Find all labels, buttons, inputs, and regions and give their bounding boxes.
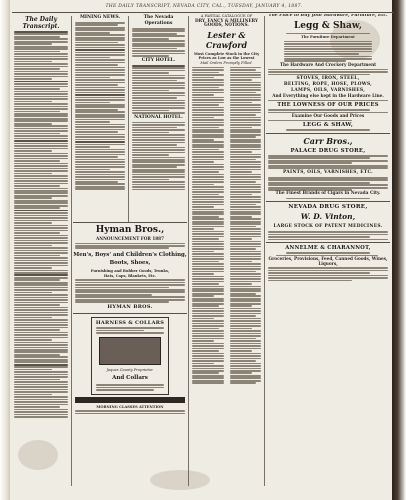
vinton-title: W. D. Vinton, xyxy=(300,212,356,222)
collars-line: And Collars xyxy=(112,375,148,382)
column-5 xyxy=(266,14,390,490)
paper-stain xyxy=(18,440,58,470)
prices-line: Prices as Low as the Lowest xyxy=(198,56,255,60)
harness-title: HARNESS & COLLARS xyxy=(95,320,165,327)
column-divider xyxy=(188,16,189,486)
mens-clothing-line: Men's, Boys' and Children's Clothing, Boots, Shoes, xyxy=(73,252,187,267)
paints-line: LAMPS, OILS, VARNISHES, xyxy=(290,88,366,94)
horse-engraving xyxy=(99,337,161,365)
examine-line: Examine Our Goods and Prices xyxy=(291,113,365,119)
article-text xyxy=(14,31,68,418)
harness-ad xyxy=(91,317,169,395)
hardware-crockery-line: The Hardware And Crockery Department xyxy=(279,62,377,68)
carr-bros-title: Carr Bros., xyxy=(303,135,353,146)
morning-classes-line: MORNING CLASSES ATTENTION xyxy=(96,404,164,409)
hyman-bros-ad xyxy=(73,222,187,492)
hardware-tagline: The Place to Buy your Hardware, Furniture, Etc. xyxy=(268,14,388,18)
legg-shaw-signature: LEGG & SHAW, xyxy=(302,122,354,129)
patent-medicines-line: LARGE STOCK OF PATENT MEDICINES. xyxy=(273,224,383,230)
stoves-line: STOVES, IRON, STEEL, xyxy=(296,76,360,82)
running-header: THE DAILY TRANSCRIPT, NEVADA CITY, CAL., TUESDAY, JANUARY 4, 1887. xyxy=(105,4,303,9)
national-hotel-heading: NATIONAL HOTEL. xyxy=(134,114,183,120)
furnishing-line: Furnishing and Rubber Goods, Trunks, xyxy=(90,269,170,274)
lester-crawford-title: Lester & Crawford xyxy=(205,29,248,50)
paper-stain xyxy=(150,470,210,490)
article-text xyxy=(75,22,125,190)
column-divider xyxy=(264,16,265,486)
column-4 xyxy=(190,14,263,490)
paper-stain xyxy=(330,20,380,60)
column-3-heading: The Nevada Operations xyxy=(143,15,174,26)
mining-news-heading: MINING NEWS. xyxy=(79,15,121,20)
everything-line: And Everything else kept in the Hardware Line. xyxy=(272,93,384,99)
ropes-line: BELTING, ROPE, HOSE, PLOWS, xyxy=(283,82,373,88)
hyman-bros-signature: HYMAN BROS. xyxy=(107,304,153,311)
page-left-edge xyxy=(0,0,10,500)
nevada-drug-store-line: NEVADA DRUG STORE, xyxy=(288,204,368,211)
proprietor-line: Jaques Caunty Proprietor. xyxy=(106,367,154,372)
city-hotel-heading: CITY HOTEL. xyxy=(141,57,176,63)
hats-line: Hats, Caps, Blankets, Etc. xyxy=(103,273,157,278)
furniture-department-line: The Furniture Department xyxy=(301,35,355,40)
palace-drug-store-line: PALACE DRUG STORE, xyxy=(290,147,366,154)
lowness-line: THE LOWNESS OF OUR PRICES xyxy=(277,102,379,109)
announcement-line: ANNOUNCEMENT FOR 1887 xyxy=(96,236,164,241)
catalogue-lists xyxy=(190,65,263,386)
annelme-charannot-title: ANNELME & CHARANNOT, xyxy=(285,245,371,252)
header-rule xyxy=(12,12,394,13)
finest-cigars-line: The Finest Brands of Cigars in Nevada City. xyxy=(275,191,381,197)
groceries-line: Groceries, Provisions, Feed, Canned Goods, Wines, Liquors, xyxy=(268,256,388,266)
catalogue-line: A PARTIAL CATALOGUE OF xyxy=(200,14,253,18)
column-divider xyxy=(71,16,72,486)
hyman-bros-title: Hyman Bros., xyxy=(95,225,165,235)
catalogue-title: DRY, FANCY & MILLINERY GOODS, NOTIONS. xyxy=(195,17,258,27)
column-3 xyxy=(130,14,187,220)
mail-orders-line: Mail Orders Promptly Filled. xyxy=(200,60,253,65)
page-right-edge xyxy=(392,0,406,500)
complete-stock-line: Most Complete Stock in the City xyxy=(193,51,260,56)
legg-shaw-title: Legg & Shaw, xyxy=(293,20,363,31)
column-1 xyxy=(12,14,70,490)
masthead: The Daily Transcript. xyxy=(22,16,60,30)
paints-oils-line: PAINTS, OILS, VARNISHES, ETC. xyxy=(282,170,373,175)
